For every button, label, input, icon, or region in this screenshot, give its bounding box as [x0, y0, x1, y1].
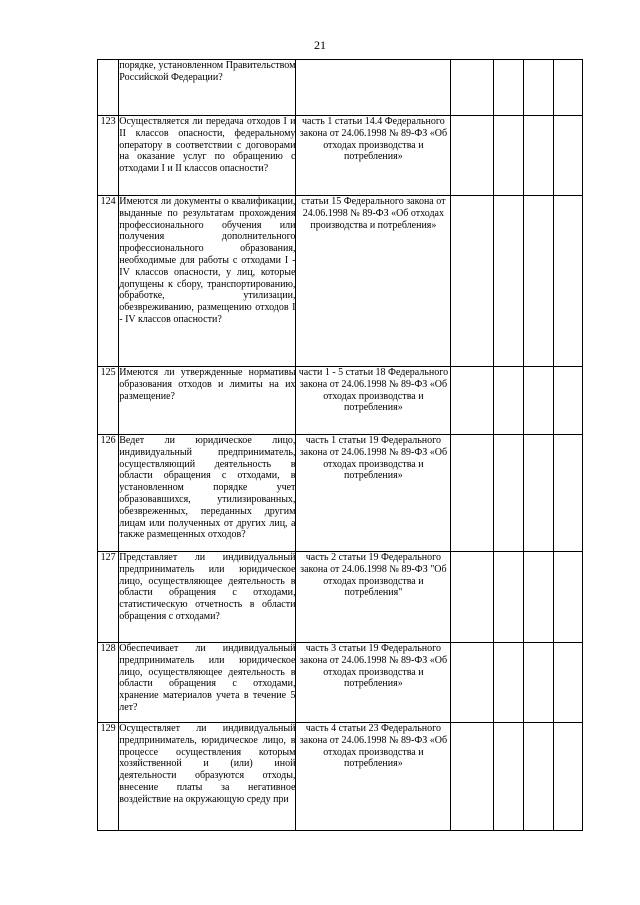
note-cell[interactable]	[553, 435, 582, 552]
answer-yes-cell[interactable]	[451, 552, 494, 643]
page-number: 21	[314, 38, 326, 52]
row-number: 127	[98, 552, 119, 643]
answer-no-cell[interactable]	[493, 367, 523, 435]
answer-yes-cell[interactable]	[451, 116, 494, 196]
table-row	[98, 367, 583, 435]
checklist-table	[97, 59, 583, 831]
answer-yes-cell[interactable]	[451, 435, 494, 552]
table-row	[98, 60, 583, 116]
row-number	[98, 60, 119, 116]
question-cell: Имеются ли утвержденные нормативы образования отходов и лимиты на их размещение?	[119, 367, 296, 435]
note-cell[interactable]	[553, 723, 582, 831]
question-cell: Обеспечивает ли индивидуальный предприниматель или юридическое лицо, осуществляющее деятельность в области обращения с отходами, хранение материалов учета в течение 5 лет?	[119, 643, 296, 723]
legal-reference-cell: часть 2 статьи 19 Федерального закона от 24.06.1998 № 89-ФЗ "Об отходах производства и потребления"	[296, 552, 451, 643]
legal-reference-cell: статьи 15 Федерального закона от 24.06.1998 № 89-ФЗ «Об отходах производства и потребления»	[296, 196, 451, 367]
table-row	[98, 723, 583, 831]
answer-na-cell[interactable]	[524, 367, 553, 435]
answer-yes-cell[interactable]	[451, 196, 494, 367]
question-cell: порядке, установленном Правительством Российской Федерации?	[119, 60, 296, 116]
answer-yes-cell[interactable]	[451, 367, 494, 435]
legal-reference-cell: часть 1 статьи 19 Федерального закона от 24.06.1998 № 89-ФЗ «Об отходах производства и потребления»	[296, 435, 451, 552]
legal-reference-cell: часть 3 статьи 19 Федерального закона от 24.06.1998 № 89-ФЗ «Об отходах производства и потребления»	[296, 643, 451, 723]
answer-yes-cell[interactable]	[451, 723, 494, 831]
answer-yes-cell[interactable]	[451, 60, 494, 116]
legal-reference-cell: части 1 - 5 статьи 18 Федерального закона от 24.06.1998 № 89-ФЗ «Об отходах производства и потребления»	[296, 367, 451, 435]
answer-no-cell[interactable]	[493, 552, 523, 643]
answer-no-cell[interactable]	[493, 60, 523, 116]
question-cell: Представляет ли индивидуальный предприниматель или юридическое лицо, осуществляющее деятельность в области обращения с отходами, статистическую отчетность в области обращения с отходами?	[119, 552, 296, 643]
row-number: 124	[98, 196, 119, 367]
answer-yes-cell[interactable]	[451, 643, 494, 723]
answer-no-cell[interactable]	[493, 435, 523, 552]
table-row	[98, 196, 583, 367]
question-cell: Имеются ли документы о квалификации, выданные по результатам прохождения профессионального обучения или получения дополнительного профессионального образования, необходимые для работы с отходами I - IV классов опасности, у лиц, которые допущены к сбору, транспортированию, обработке, утилизации, обезвреживанию, размещению отходов I - IV классов опасности?	[119, 196, 296, 367]
note-cell[interactable]	[553, 552, 582, 643]
note-cell[interactable]	[553, 367, 582, 435]
row-number: 123	[98, 116, 119, 196]
table-row	[98, 435, 583, 552]
answer-na-cell[interactable]	[524, 435, 553, 552]
table-row	[98, 552, 583, 643]
note-cell[interactable]	[553, 60, 582, 116]
note-cell[interactable]	[553, 116, 582, 196]
answer-na-cell[interactable]	[524, 723, 553, 831]
answer-no-cell[interactable]	[493, 116, 523, 196]
answer-no-cell[interactable]	[493, 723, 523, 831]
note-cell[interactable]	[553, 196, 582, 367]
question-cell: Осуществляет ли индивидуальный предприниматель, юридическое лицо, в процессе осуществления которым хозяйственной и (или) иной деятельности образуются отходы, внесение платы за негативное воздействие на окружающую среду при	[119, 723, 296, 831]
row-number: 126	[98, 435, 119, 552]
answer-no-cell[interactable]	[493, 643, 523, 723]
row-number: 125	[98, 367, 119, 435]
answer-no-cell[interactable]	[493, 196, 523, 367]
answer-na-cell[interactable]	[524, 60, 553, 116]
question-cell: Осуществляется ли передача отходов I и II классов опасности, федеральному оператору в соответствии с договорами на оказание услуг по обращению с отходами I и II классов опасности?	[119, 116, 296, 196]
row-number: 129	[98, 723, 119, 831]
table-row	[98, 116, 583, 196]
legal-reference-cell	[296, 60, 451, 116]
question-cell: Ведет ли юридическое лицо, индивидуальный предприниматель, осуществляющий деятельность в области обращения с отходами, в установленном порядке учет образовавшихся, утилизированных, обезвреженных, переданных другим лицам или полученных от других лиц, а также размещенных отходов?	[119, 435, 296, 552]
row-number: 128	[98, 643, 119, 723]
answer-na-cell[interactable]	[524, 643, 553, 723]
legal-reference-cell: часть 4 статьи 23 Федерального закона от 24.06.1998 № 89-ФЗ «Об отходах производства и потребления»	[296, 723, 451, 831]
table-row	[98, 643, 583, 723]
answer-na-cell[interactable]	[524, 116, 553, 196]
answer-na-cell[interactable]	[524, 196, 553, 367]
answer-na-cell[interactable]	[524, 552, 553, 643]
note-cell[interactable]	[553, 643, 582, 723]
legal-reference-cell: часть 1 статьи 14.4 Федерального закона от 24.06.1998 № 89-ФЗ «Об отходах производства и потребления»	[296, 116, 451, 196]
